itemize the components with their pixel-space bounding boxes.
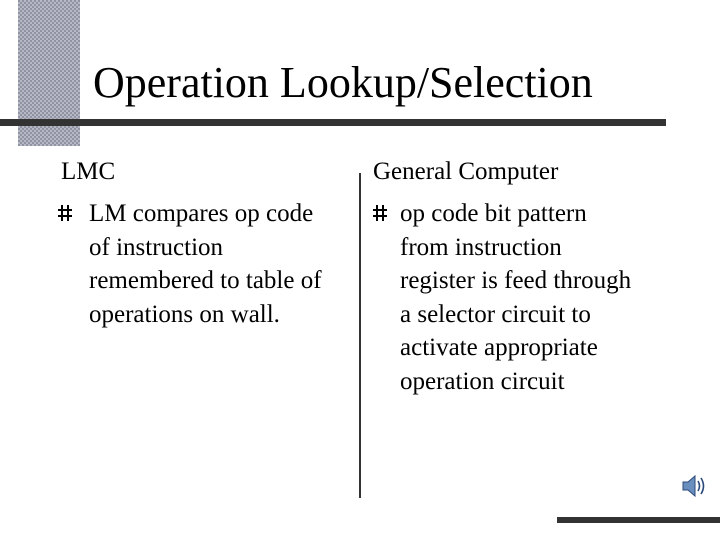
- right-column-heading: General Computer: [373, 158, 559, 185]
- left-bullet-line: of instruction: [89, 233, 224, 261]
- hash-bullet-icon: [373, 204, 387, 222]
- left-bullet-line: LM compares op code: [89, 200, 314, 227]
- right-bullet-line: a selector circuit to: [400, 300, 591, 328]
- right-bullet-text: [400, 197, 715, 398]
- right-bullet-line: register is feed through: [400, 267, 632, 294]
- left-column-heading: LMC: [61, 158, 116, 185]
- right-bullet-line: operation circuit: [400, 367, 565, 395]
- column-divider: [359, 173, 361, 498]
- right-bullet-line: op code bit pattern: [400, 200, 587, 227]
- hash-bullet-icon: [58, 204, 72, 222]
- title-underline-rule: [0, 119, 666, 126]
- slide-title: Operation Lookup/Selection: [93, 58, 593, 107]
- left-bullet-line: operations on wall.: [89, 300, 280, 328]
- speaker-icon[interactable]: [680, 472, 708, 500]
- footer-rule: [557, 517, 720, 523]
- left-bullet-line: remembered to table of: [89, 267, 322, 294]
- right-bullet-line: activate appropriate: [400, 334, 598, 361]
- right-bullet-line: from instruction: [400, 233, 562, 261]
- left-bullet-text: [89, 197, 354, 331]
